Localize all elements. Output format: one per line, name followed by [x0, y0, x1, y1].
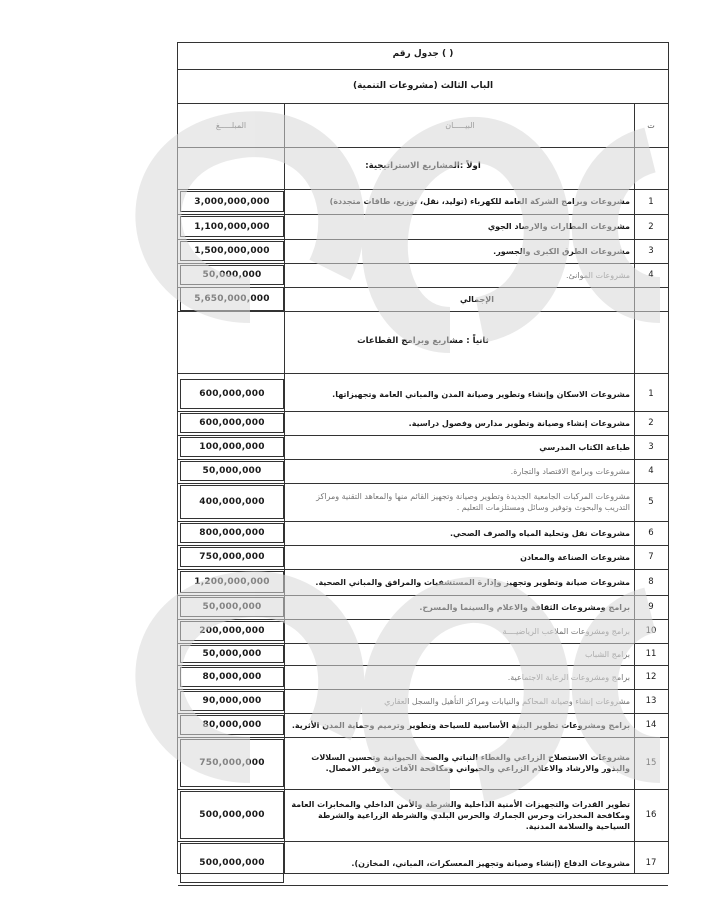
row-amount: 800,000,000 — [180, 523, 284, 543]
table-row — [178, 713, 668, 737]
table-row — [178, 569, 668, 595]
table-row — [178, 189, 668, 214]
row-number: 4 — [648, 270, 654, 280]
row-amount: 3,000,000,000 — [180, 191, 284, 212]
section1-total-amount: 5,650,000,000 — [180, 287, 284, 311]
row-description: برامج الشباب — [584, 649, 630, 659]
row-description: مشروعات إنشاء وصيانة وتطوير مدارس وفصول دراسية. — [408, 418, 630, 428]
row-description: برامج ومشروعات تطوير البنية الأساسية للسياحة وتطوير وترميم وحماية المدن الأثرية. — [291, 720, 630, 730]
section1-total-label: الإجمالي — [460, 294, 494, 304]
table-row — [178, 595, 668, 619]
row-description: مشروعات وبرامج الاقتصاد والتجارة. — [510, 466, 630, 476]
table-title: جدول رقم ( ) — [392, 49, 454, 59]
row-description: تطوير القدرات والتجهيزات الأمنية الداخلية والشرطة والأمن الداخلي والمخابرات العامة ومكافحة المخدرات وحرس الجمارك والحرس البلدي والشرطة الزراعية والشرطة السياحية والسلامة المدنية. — [291, 799, 630, 831]
row-description: مشروعات صيانة وتطوير وتجهيز وإدارة المستشفيات والمرافق والمباني الصحية. — [315, 577, 630, 587]
row-description: مشروعات نقل وتحلية المياه والصرف الصحي. — [449, 528, 630, 538]
row-number: 17 — [645, 858, 657, 868]
row-description: برامج ومشروعات الملاعب الرياضيــــة — [502, 626, 630, 636]
table-row — [178, 377, 668, 411]
row-number: 12 — [645, 672, 657, 682]
row-description: مشروعات إنشاء وصيانة المحاكم والنيابات ومراكز التأهيل والسجل العقاري — [384, 696, 630, 706]
row-amount: 600,000,000 — [180, 379, 284, 409]
row-number: 9 — [648, 602, 654, 612]
table-row — [178, 737, 668, 789]
row-description: طباعة الكتاب المدرسي — [539, 442, 630, 452]
row-number: 14 — [645, 720, 657, 730]
row-amount: 1,500,000,000 — [180, 241, 284, 261]
row-description: مشروعات الاسكان وإنشاء وتطوير وصيانة المدن والمباني العامة وتجهيزاتها. — [332, 389, 630, 399]
row-amount: 80,000,000 — [180, 667, 284, 687]
col-number-header: ت — [647, 121, 655, 130]
section1-title: اولاً :المشاريع الاستراتيجية: — [365, 161, 481, 171]
table-row — [178, 214, 668, 239]
row-number: 6 — [648, 528, 654, 538]
row-amount: 90,000,000 — [180, 691, 284, 711]
row-amount: 50,000,000 — [180, 645, 284, 663]
table-row — [178, 435, 668, 459]
table-row — [178, 483, 668, 521]
row-number: 11 — [645, 649, 657, 659]
col-amount-header: المبلـــــغ — [215, 121, 247, 130]
row-amount: 750,000,000 — [180, 547, 284, 567]
table-row — [178, 619, 668, 643]
row-description: برامج ومشروعات الرعاية الاجتماعية. — [507, 672, 630, 682]
row-description: مشروعات وبرامج الشركة العامة للكهرباء (توليد، نقل، توزيع، طاقات متجددة) — [329, 197, 630, 206]
row-description: مشروعات المطارات والارصاد الجوي — [487, 222, 630, 231]
row-description: مشروعات الاستصلاح الزراعي والغطاء النباتي والصحة الحيوانية وتحسين السلالات والبذور والارشاد والاعلام الزراعي والحيواني ومكافحة الآفات وتوفير الامصال. — [311, 753, 630, 773]
row-amount: 500,000,000 — [180, 791, 284, 839]
row-number: 1 — [648, 196, 654, 207]
col-description-header: البيـــــان — [445, 121, 475, 130]
row-amount: 750,000,000 — [180, 739, 284, 787]
row-description: مشروعات الدفاع (إنشاء وصيانة وتجهيز المعسكرات، المباني، المخازن). — [351, 858, 630, 868]
row-amount: 400,000,000 — [180, 485, 284, 519]
row-number: 8 — [648, 577, 654, 587]
section2-title: ثانياً : مشاريع وبرامج القطاعات — [357, 336, 489, 346]
table-row — [178, 643, 668, 665]
section1-total-row — [178, 287, 668, 311]
row-description: مشروعات المركبات الجامعية الجديدة وتطوير وصيانة وتجهيز القائم منها والمعاهد التقنية ومراكز التدريب والبحوث وتوفير وسائل ومستلزمات التعليم . — [316, 492, 630, 512]
row-number: 3 — [648, 246, 654, 256]
row-description: مشروعات الصناعة والمعادن — [520, 552, 630, 562]
table-row — [178, 263, 668, 287]
row-amount: 50,000,000 — [180, 461, 284, 481]
row-number: 10 — [645, 626, 657, 636]
row-description: مشروعات الموانئ. — [565, 270, 630, 280]
row-description: مشروعات الطرق الكبرى والجسور. — [493, 246, 630, 256]
row-number: 2 — [648, 418, 654, 428]
row-number: 5 — [648, 497, 654, 507]
row-amount: 50,000,000 — [180, 597, 284, 617]
row-number: 13 — [645, 696, 657, 706]
table-row — [178, 545, 668, 569]
row-number: 3 — [648, 442, 654, 452]
row-number: 7 — [648, 552, 654, 562]
table-row — [178, 665, 668, 689]
row-number: 1 — [648, 389, 654, 399]
row-amount: 100,000,000 — [180, 437, 284, 457]
budget-table — [177, 42, 669, 874]
row-number: 4 — [648, 466, 654, 476]
table-row — [178, 521, 668, 545]
table-row — [178, 459, 668, 483]
table-row — [178, 689, 668, 713]
row-amount: 500,000,000 — [180, 843, 284, 883]
row-number: 16 — [645, 810, 657, 820]
table-row — [178, 239, 668, 263]
table-row — [178, 841, 668, 885]
row-description: برامج ومشروعات الثقافة والاعلام والسينما والمسرح. — [419, 602, 630, 612]
chapter-title: الباب الثالث (مشروعات التنمية) — [352, 81, 494, 91]
table-row — [178, 411, 668, 435]
row-amount: 50,000,000 — [180, 265, 284, 285]
row-number: 2 — [648, 221, 654, 232]
row-number: 15 — [645, 758, 657, 768]
row-amount: 80,000,000 — [180, 715, 284, 735]
row-amount: 200,000,000 — [180, 621, 284, 641]
row-amount: 1,200,000,000 — [180, 571, 284, 593]
row-amount: 600,000,000 — [180, 413, 284, 433]
table-row — [178, 789, 668, 841]
row-amount: 1,100,000,000 — [180, 216, 284, 237]
